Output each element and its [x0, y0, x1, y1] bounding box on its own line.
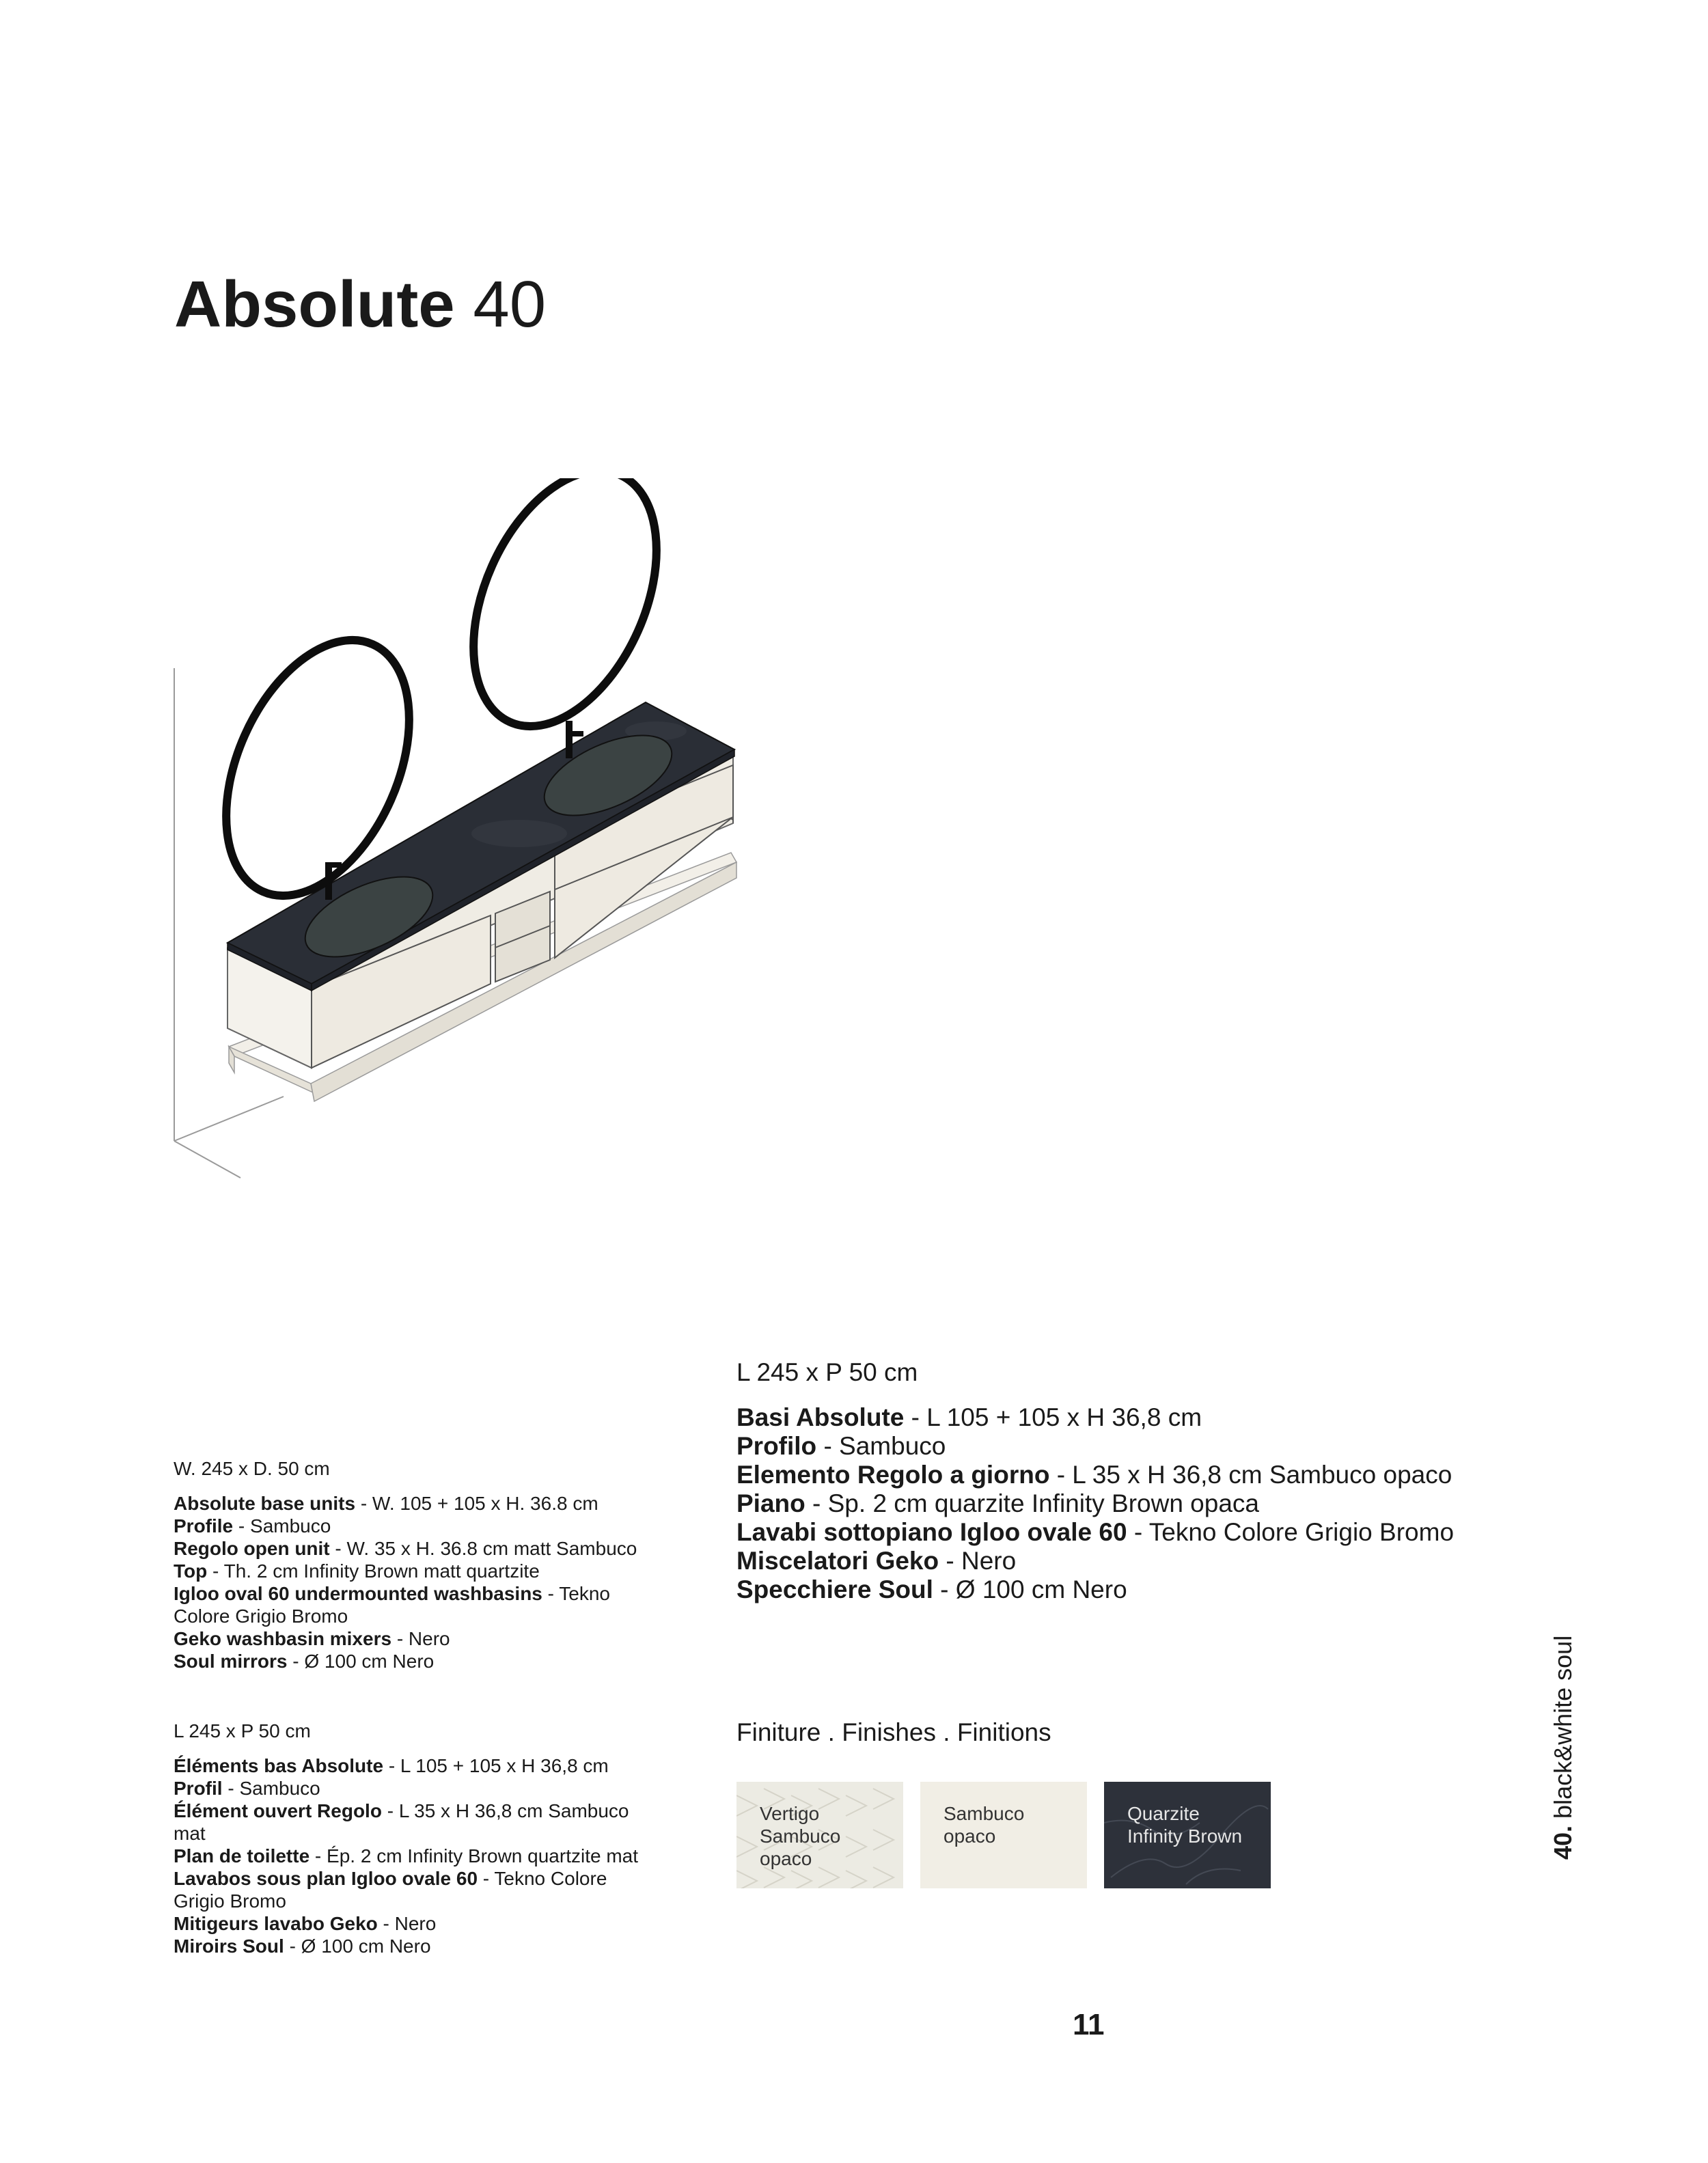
spec-line: Profile - Sambuco: [174, 1515, 331, 1537]
spec-line: Profil - Sambuco: [174, 1778, 320, 1799]
spec-line: Miscelatori Geko - Nero: [736, 1547, 1017, 1575]
vanity-drawing: [167, 478, 748, 1196]
spec-french: [174, 1720, 652, 1957]
swatch-label: Quarzite Infinity Brown: [1127, 1803, 1243, 1847]
spec-line: Éléments bas Absolute - L 105 + 105 x H 36,8 cm: [174, 1755, 609, 1776]
floor-line: [174, 1141, 240, 1178]
side-label: [1551, 1636, 1575, 1860]
page-title: [174, 268, 547, 341]
spec-line: Regolo open unit - W. 35 x H. 36.8 cm matt Sambuco: [174, 1538, 637, 1559]
spec-line: Profilo - Sambuco: [736, 1432, 946, 1460]
finish-swatch-quarzite: [1104, 1782, 1271, 1888]
side-label-text: black&white soul: [1549, 1635, 1577, 1819]
swatch-label: Sambuco opaco: [943, 1803, 1025, 1847]
spec-line: Top - Th. 2 cm Infinity Brown matt quartzite: [174, 1560, 540, 1582]
spec-line: Soul mirrors - Ø 100 cm Nero: [174, 1651, 435, 1672]
spec-french-dimensions: L 245 x P 50 cm: [174, 1720, 311, 1741]
spec-line: Piano - Sp. 2 cm quarzite Infinity Brown opaca: [736, 1489, 1259, 1517]
wall-base-line: [174, 1097, 284, 1141]
spec-line: Lavabos sous plan Igloo ovale 60 - Tekno Colore Grigio Bromo: [174, 1868, 607, 1912]
spec-line: Plan de toilette - Ép. 2 cm Infinity Brown quartzite mat: [174, 1845, 638, 1866]
spec-line: Elemento Regolo a giorno - L 35 x H 36,8 cm Sambuco opaco: [736, 1461, 1452, 1489]
spec-line: Specchiere Soul - Ø 100 cm Nero: [736, 1575, 1127, 1603]
page-number: 11: [1073, 2008, 1105, 2041]
spec-line: Geko washbasin mixers - Nero: [174, 1628, 450, 1649]
spec-english-dimensions: W. 245 x D. 50 cm: [174, 1458, 330, 1479]
spec-line: Miroirs Soul - Ø 100 cm Nero: [174, 1935, 431, 1957]
spec-line: Igloo oval 60 undermounted washbasins - Tekno Colore Grigio Bromo: [174, 1583, 610, 1627]
title-model: 40: [473, 268, 547, 341]
spec-english: [174, 1457, 652, 1672]
finish-swatch-sambuco: [920, 1782, 1087, 1888]
spec-line: Mitigeurs lavabo Geko - Nero: [174, 1913, 437, 1934]
side-label-number: 40.: [1549, 1825, 1577, 1860]
spec-line: Lavabi sottopiano Igloo ovale 60 - Tekno Colore Grigio Bromo: [736, 1518, 1455, 1546]
spec-italian-dimensions: L 245 x P 50 cm: [736, 1358, 918, 1386]
spec-line: Absolute base units - W. 105 + 105 x H. 36.8 cm: [174, 1493, 598, 1514]
finish-swatch-vertigo: [736, 1782, 903, 1888]
spec-line: Basi Absolute - L 105 + 105 x H 36,8 cm: [736, 1403, 1202, 1431]
spec-line: Élément ouvert Regolo - L 35 x H 36,8 cm Sambuco mat: [174, 1800, 629, 1844]
finishes-heading: Finiture . Finishes . Finitions: [736, 1718, 1051, 1746]
title-product: Absolute: [174, 268, 455, 341]
spec-italian: [736, 1358, 1529, 1604]
swatch-label: Vertigo Sambuco opaco: [760, 1803, 841, 1869]
